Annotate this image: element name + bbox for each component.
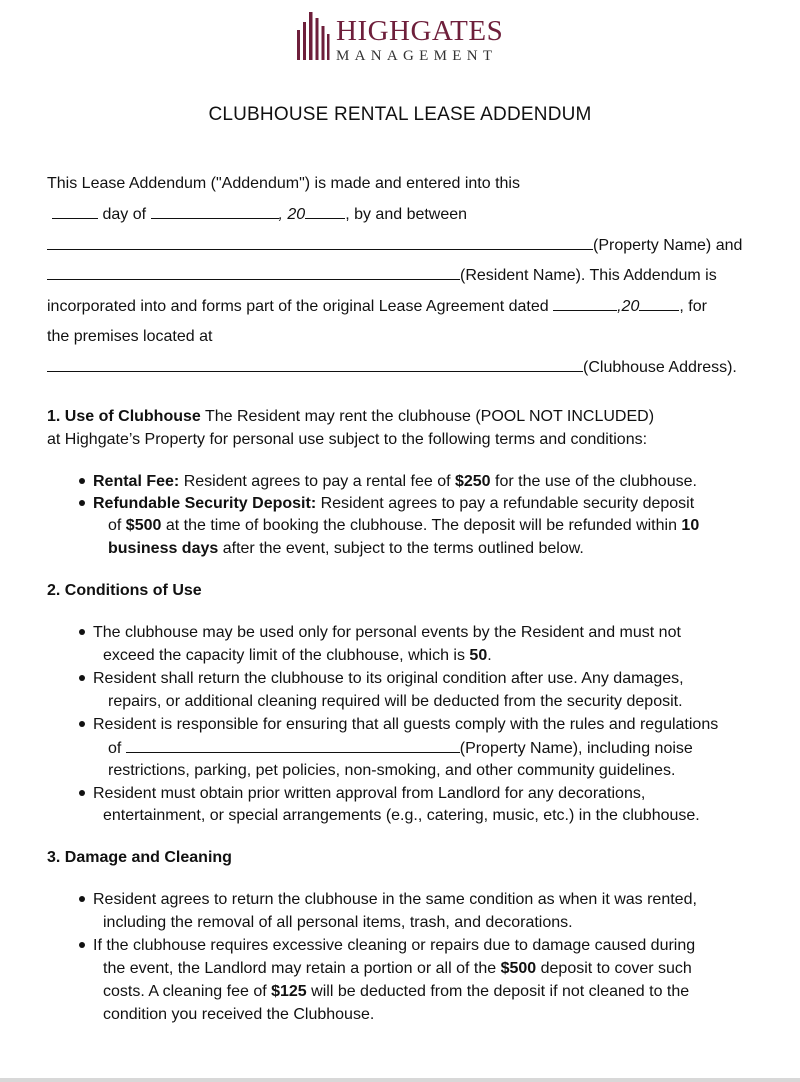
- day-blank[interactable]: [52, 204, 98, 219]
- month-blank[interactable]: [151, 204, 279, 219]
- section-1-intro: 1. Use of Clubhouse The Resident may rent the clubhouse (POOL NOT INCLUDED): [47, 408, 655, 425]
- lease-date-blank[interactable]: [553, 296, 617, 311]
- intro-line-3: (Property Name) and: [47, 235, 742, 256]
- bullet-icon: [79, 896, 85, 902]
- list-item-return-condition-line-2: repairs, or additional cleaning required will be deducted from the security deposit.: [108, 693, 683, 710]
- logo-name: HIGHGATES: [336, 15, 504, 47]
- property-name-blank[interactable]: [47, 235, 593, 250]
- list-item-guest-compliance-line-2: of (Property Name), including noise: [108, 740, 693, 757]
- resident-name-blank[interactable]: [47, 265, 460, 280]
- list-item-guest-compliance-line-3: restrictions, parking, pet policies, non-smoking, and other community guidelines.: [108, 762, 676, 779]
- bullet-icon: [79, 675, 85, 681]
- list-item-return-condition: Resident shall return the clubhouse to its original condition after use. Any damages,: [79, 669, 684, 689]
- intro-line-2: day of , 20 , by and between: [52, 204, 467, 225]
- list-item-security-deposit-line-2: of $500 at the time of booking the clubhouse. The deposit will be refunded within 10: [108, 517, 700, 534]
- page-bottom-border: [0, 1078, 800, 1082]
- list-item-excessive-cleaning-line-3: costs. A cleaning fee of $125 will be deducted from the deposit if not cleaned to the: [103, 983, 690, 1000]
- bullet-icon: [79, 478, 85, 484]
- list-item-approval: Resident must obtain prior written approval from Landlord for any decorations,: [79, 784, 645, 804]
- intro-line-4: (Resident Name). This Addendum is: [47, 265, 717, 286]
- bullet-icon: [79, 629, 85, 635]
- list-item-excessive-cleaning: If the clubhouse requires excessive cleaning or repairs due to damage caused during: [79, 936, 695, 956]
- list-item-approval-line-2: entertainment, or special arrangements (e.g., catering, music, etc.) in the clubhouse.: [103, 807, 700, 824]
- intro-line-7: (Clubhouse Address).: [47, 357, 737, 378]
- clubhouse-address-blank[interactable]: [47, 357, 583, 372]
- logo-subtitle: MANAGEMENT: [336, 48, 498, 64]
- section-1-heading: 1. Use of Clubhouse: [47, 408, 201, 425]
- intro-line-6: the premises located at: [47, 328, 213, 345]
- list-item-capacity: The clubhouse may be used only for personal events by the Resident and must not: [79, 623, 681, 643]
- section-1-intro-2: at Highgate’s Property for personal use subject to the following terms and conditions:: [47, 431, 648, 448]
- property-name-blank-2[interactable]: [126, 738, 460, 753]
- bullet-icon: [79, 942, 85, 948]
- section-2-heading: 2. Conditions of Use: [47, 582, 202, 599]
- document-title: CLUBHOUSE RENTAL LEASE ADDENDUM: [208, 104, 592, 125]
- year-blank[interactable]: [305, 204, 345, 219]
- lease-year-blank[interactable]: [639, 296, 679, 311]
- bullet-icon: [79, 790, 85, 796]
- list-item-return-same-condition-line-2: including the removal of all personal items, trash, and decorations.: [103, 914, 573, 931]
- intro-line-1: This Lease Addendum ("Addendum") is made and entered into this: [47, 175, 520, 192]
- list-item-rental-fee: Rental Fee: Resident agrees to pay a rental fee of $250 for the use of the clubhouse.: [79, 472, 697, 492]
- intro-line-5: incorporated into and forms part of the original Lease Agreement dated ,20 , for: [47, 298, 707, 315]
- list-item-guest-compliance: Resident is responsible for ensuring that all guests comply with the rules and regulations: [79, 715, 718, 735]
- list-item-return-same-condition: Resident agrees to return the clubhouse in the same condition as when it was rented,: [79, 890, 697, 910]
- bullet-icon: [79, 721, 85, 727]
- list-item-excessive-cleaning-line-2: the event, the Landlord may retain a portion or all of the $500 deposit to cover such: [103, 960, 692, 977]
- list-item-security-deposit: Refundable Security Deposit: Resident agrees to pay a refundable security deposit: [79, 494, 694, 514]
- building-bars-icon: [296, 10, 330, 62]
- bullet-icon: [79, 500, 85, 506]
- list-item-excessive-cleaning-line-4: condition you received the Clubhouse.: [103, 1006, 375, 1023]
- section-3-heading: 3. Damage and Cleaning: [47, 849, 232, 866]
- list-item-capacity-line-2: exceed the capacity limit of the clubhouse, which is 50.: [103, 647, 492, 664]
- list-item-security-deposit-line-3: business days after the event, subject to the terms outlined below.: [108, 540, 584, 557]
